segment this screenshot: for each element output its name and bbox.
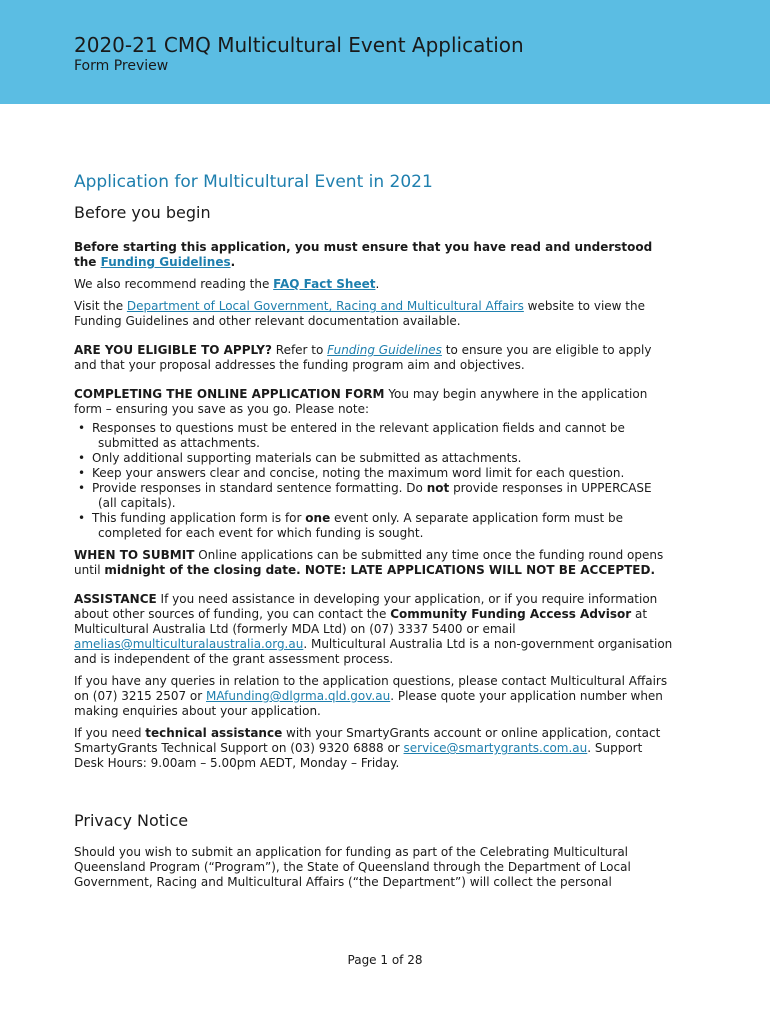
guidelines-notice: Before starting this application, you must ensure that you have read and understood the Funding Guidelines. xyxy=(74,240,653,269)
department-link[interactable]: Department of Local Government, Racing and Multicultural Affairs xyxy=(126,299,524,313)
advisor-email-link[interactable]: amelias@multiculturalaustralia.org.au xyxy=(74,637,304,651)
list-item: • Keep your answers clear and concise, noting the maximum word limit for each question. xyxy=(78,466,625,480)
smartygrants-email-link[interactable]: service@smartygrants.com.au xyxy=(403,741,588,755)
list-item: • This funding application form is for one event only. A separate application form must be completed for each event for which funding is sought. xyxy=(78,511,624,540)
faq-notice: We also recommend reading the FAQ Fact Sheet. xyxy=(74,277,380,291)
technical-assistance-paragraph: If you need technical assistance with your SmartyGrants account or online application, contact SmartyGrants Technical Support on (03) 9320 6888 or service@smartygrants.com.au. Support Desk Hours: 9.00am – 5.00pm AEDT, Monday – Friday. xyxy=(74,726,661,770)
faq-fact-sheet-link[interactable]: FAQ Fact Sheet xyxy=(273,277,376,291)
eligibility-paragraph: ARE YOU ELIGIBLE TO APPLY? Refer to Funding Guidelines to ensure you are eligible to apply and that your proposal addresses the funding program aim and objectives. xyxy=(74,343,652,372)
page-content xyxy=(74,171,674,897)
list-item: • Only additional supporting materials can be submitted as attachments. xyxy=(78,451,522,465)
funding-guidelines-link[interactable]: Funding Guidelines xyxy=(100,255,231,269)
list-item: • Responses to questions must be entered in the relevant application fields and cannot be submitted as attachments. xyxy=(78,421,625,450)
privacy-notice-heading: Privacy Notice xyxy=(74,811,189,830)
privacy-paragraph: Should you wish to submit an application for funding as part of the Celebrating Multicultural Queensland Program (“Program”), the State of Queensland through the Department of Local Government, Racing and Multicultural Affairs (“the Department”) will collect the personal xyxy=(74,845,631,889)
form-title: 2020-21 CMQ Multicultural Event Application xyxy=(74,33,524,57)
before-you-begin-heading: Before you begin xyxy=(74,203,211,222)
completing-paragraph: COMPLETING THE ONLINE APPLICATION FORM You may begin anywhere in the application form – ensuring you save as you go. Please note: xyxy=(74,387,648,416)
page-number: Page 1 of 28 xyxy=(347,953,423,967)
list-item: • Provide responses in standard sentence formatting. Do not provide responses in UPPERCASE (all capitals). xyxy=(78,481,652,510)
instructions-list xyxy=(74,421,674,541)
section-heading: Application for Multicultural Event in 2021 xyxy=(74,172,433,192)
queries-paragraph: If you have any queries in relation to the application questions, please contact Multicultural Affairs on (07) 3215 2507 or MAfunding@dlgrma.qld.gov.au. Please quote your application number when making enquiries about your application. xyxy=(74,674,668,718)
mafunding-email-link[interactable]: MAfunding@dlgrma.qld.gov.au xyxy=(206,689,391,703)
form-subtitle: Form Preview xyxy=(74,58,169,74)
form-header xyxy=(0,0,770,104)
department-notice: Visit the Department of Local Government, Racing and Multicultural Affairs website to view the Funding Guidelines and other relevant documentation available. xyxy=(74,299,645,328)
assistance-paragraph: ASSISTANCE If you need assistance in developing your application, or if you require information about other sources of funding, you can contact the Community Funding Access Advisor at Multicultural Australia Ltd (formerly MDA Ltd) on (07) 3337 5400 or email amelias@multiculturalaustralia.org.au. Multicultural Australia Ltd is a non-government organisation and is independent of the grant assessment process. xyxy=(74,592,673,666)
when-to-submit-paragraph: WHEN TO SUBMIT Online applications can be submitted any time once the funding round opens until midnight of the closing date. NOTE: LATE APPLICATIONS WILL NOT BE ACCEPTED. xyxy=(74,548,664,577)
eligibility-guidelines-link[interactable]: Funding Guidelines xyxy=(327,343,442,357)
